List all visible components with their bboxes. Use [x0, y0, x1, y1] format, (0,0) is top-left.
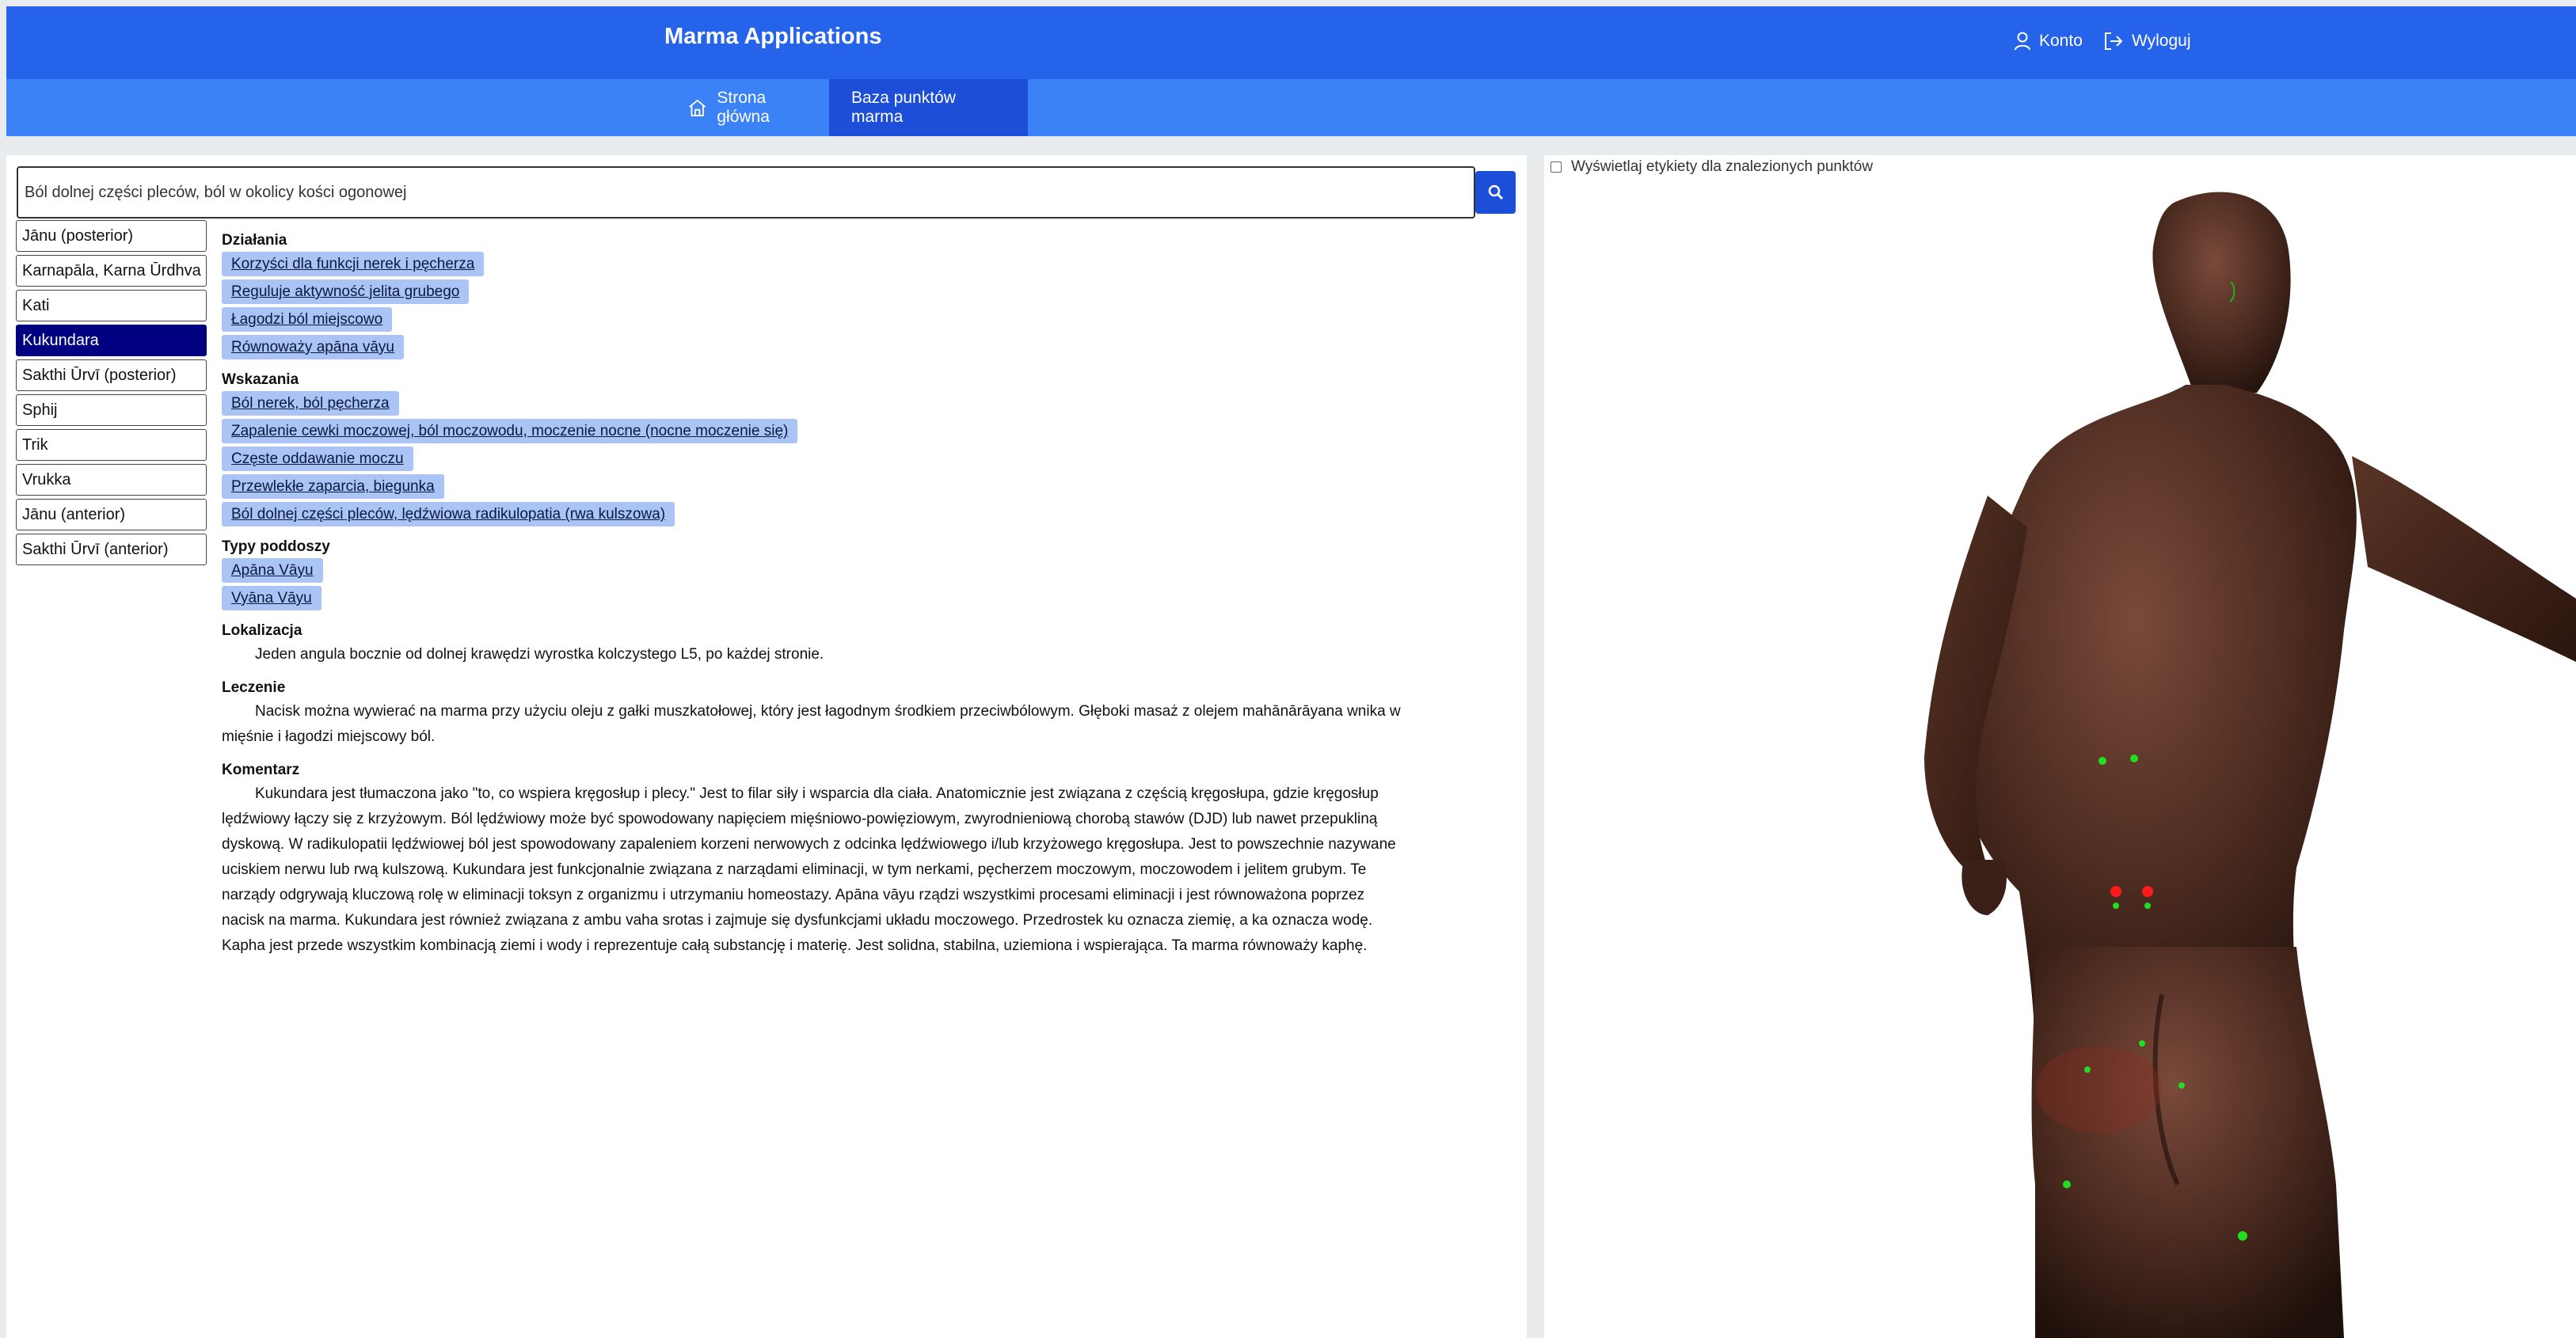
nav-home[interactable]: [665, 79, 835, 136]
labels-checkbox-label: Wyświetlaj etykiety dla znalezionych punktów: [1571, 158, 1874, 175]
search-button[interactable]: [1475, 171, 1516, 214]
account-link[interactable]: [2014, 32, 2083, 51]
logout-icon: [2103, 32, 2124, 51]
subdosha-heading: Typy poddoszy: [222, 538, 330, 555]
indication-tag[interactable]: Zapalenie cewki moczowej, ból moczowodu, moczenie nocne (nocne moczenie się): [222, 419, 797, 443]
treatment-text: Nacisk można wywierać na marma przy użyciu oleju z gałki muszkatołowej, który jest łagodnym środkiem przeciwbólowym. Głęboki masaż z olejem mahānārāyana wnika w mięśnie i łagodzi miejscowy ból.: [222, 703, 1401, 745]
marma-point: [2178, 1082, 2185, 1089]
marma-point-highlighted: [2110, 886, 2121, 897]
marma-point: [2130, 755, 2138, 762]
logout-label: Wyloguj: [2132, 32, 2191, 50]
point-item[interactable]: Karnapāla, Karna Ūrdhva: [16, 255, 207, 287]
indications-heading: Wskazania: [222, 371, 299, 388]
right-arm: [2352, 456, 2576, 662]
head: [2152, 192, 2290, 393]
marma-point: [2113, 903, 2119, 909]
app-title: Marma Applications: [664, 24, 882, 49]
action-tag[interactable]: Reguluje aktywność jelita grubego: [222, 279, 469, 304]
user-icon: [2014, 32, 2031, 51]
marma-point-list: [16, 220, 207, 568]
action-tag[interactable]: Korzyści dla funkcji nerek i pęcherza: [222, 252, 484, 276]
action-tag[interactable]: Łagodzi ból miejscowo: [222, 307, 392, 332]
indication-tag[interactable]: Ból dolnej części pleców, lędźwiowa radikulopatia (rwa kulszowa): [222, 502, 675, 526]
point-item[interactable]: Kati: [16, 290, 207, 321]
subdosha-list: [222, 558, 1410, 610]
marma-point: [2144, 903, 2151, 909]
marma-point: [2238, 1231, 2247, 1241]
app-header: [6, 6, 2576, 79]
nav-home-label: Strona główna: [717, 89, 770, 126]
actions-heading: Działania: [222, 232, 287, 249]
location-text: Jeden angula bocznie od dolnej krawędzi wyrostka kolczystego L5, po każdej stronie.: [255, 646, 824, 663]
point-item-selected[interactable]: Kukundara: [16, 325, 207, 356]
model-viewer[interactable]: [1544, 155, 2576, 1338]
point-item[interactable]: Trik: [16, 429, 207, 461]
action-tag[interactable]: Równoważy apāna vāyu: [222, 335, 404, 359]
legs: [2032, 947, 2344, 1338]
search-icon: [1487, 184, 1505, 201]
point-item[interactable]: Sakthi Ūrvī (posterior): [16, 359, 207, 391]
actions-list: [222, 252, 1410, 359]
marma-point: [2098, 757, 2106, 765]
point-item[interactable]: Sphij: [16, 394, 207, 426]
indication-tag[interactable]: Częste oddawanie moczu: [222, 447, 413, 471]
point-item[interactable]: Jānu (posterior): [16, 220, 207, 252]
search-input[interactable]: [17, 166, 1475, 219]
indication-tag[interactable]: Przewlekłe zaparcia, biegunka: [222, 474, 444, 499]
comment-heading: Komentarz: [222, 762, 300, 778]
marma-point: [2084, 1066, 2091, 1073]
point-details: [222, 230, 1410, 968]
account-label: Konto: [2039, 32, 2083, 50]
home-icon: [687, 97, 707, 118]
comment-text: Kukundara jest tłumaczona jako "to, co wspiera kręgosłup i plecy." Jest to filar siły i wsparcia dla ciała. Anatomicznie jest związana z częścią kręgosłupa, gdzie kręgosłup lędźwiowy łączy się z krzyżowym. Ból lędźwiowy może być spowodowany napięciem mięśniowo-powięziowym, zwyrodnieniową chorobą stawów (DJD) lub nawet przepukliną dyskową. W radikulopatii lędźwiowej ból jest spowodowany zapaleniem korzeni nerwowych z odcinka lędźwiowego i/lub krzyżowego kręgosłupa. Jest to powszechnie nazywane uciskiem nerwu lub rwą kulszową. Kukundara jest funkcjonalnie związana z narządami eliminacji, w tym nerkami, pęcherzem moczowym, moczowodem i jelitem grubym. Te narządy odgrywają kluczową rolę w eliminacji toksyn z organizmu i utrzymaniu homeostazy. Apāna vāyu rządzi wszystkimi procesami eliminacji i jest równoważona poprzez nacisk na marma. Kukundara jest również związana z ambu vaha srotas i zajmuje się dysfunkcjami układu moczowego. Przedrostek ku oznacza ziemię, a ka oznacza wodę. Kapha jest przede wszystkim kombinacją ziemi i wody i reprezentuje całą substancję i materię. Jest solidna, stabilna, uziemiona i wspierająca. Ta marma równoważy kaphę.: [222, 785, 1396, 954]
point-item[interactable]: Jānu (anterior): [16, 499, 207, 530]
marma-point-highlighted: [2142, 886, 2153, 897]
subdosha-tag[interactable]: Apāna Vāyu: [222, 558, 323, 583]
marma-point: [2139, 1040, 2145, 1047]
nav-marma-base-label: Baza punktów marma: [851, 89, 956, 126]
nav-bar: [6, 79, 2576, 136]
indication-tag[interactable]: Ból nerek, ból pęcherza: [222, 391, 399, 416]
search-panel: [6, 155, 1527, 1338]
indications-list: [222, 391, 1410, 526]
body-model[interactable]: [1544, 155, 2576, 1338]
nav-marma-base[interactable]: [829, 79, 1028, 136]
logout-link[interactable]: [2103, 32, 2191, 51]
labels-checkbox[interactable]: [1551, 162, 1562, 173]
treatment-heading: Leczenie: [222, 679, 286, 696]
marma-point: [2063, 1180, 2071, 1188]
subdosha-tag[interactable]: Vyāna Vāyu: [222, 586, 322, 610]
point-item[interactable]: Sakthi Ūrvī (anterior): [16, 534, 207, 565]
point-item[interactable]: Vrukka: [16, 464, 207, 496]
location-heading: Lokalizacja: [222, 622, 302, 639]
labels-toggle[interactable]: [1551, 158, 1873, 176]
